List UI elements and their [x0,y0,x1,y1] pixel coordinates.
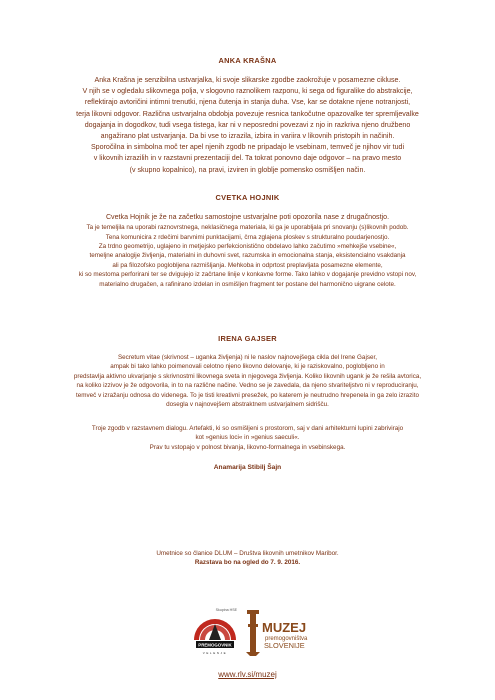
info-line-members: Umetnice so članice DLUM – Društva likovnih umetnikov Maribor. [156,550,339,557]
text-line: (v skupno kopalnico), na pravi, izviren in globlje pomensko osmišljen način. [129,165,366,174]
info-line-dates: Razstava bo na ogled do 7. 9. 2016. [194,559,301,567]
premogovnik-city: VELENJE [202,651,228,655]
text-line: ali pa filozofsko poglobljena razmišljanja. Mehkoba in odprtost preplavljata posamezne elemente, [112,261,383,269]
text-line: reflektirajo avtoričini intimni trenutki, njena čutenja in stanja duha. Vse, kar se dotakne njene notranjosti, [84,98,411,107]
section-heading-anka: ANKA KRAŠNA [218,56,277,65]
text-line: Prav tu vstopajo v polnost bivanja, likovno-formalnega in vsebinskega. [149,443,346,451]
text-line: temveč v izražanju odnosa do videnega. To je tisti kreativni presežek, po katerem je neutrudno hrepenela in ga zelo izrazito [76,391,419,399]
text-line: V njih se v ogledalu slikovnega polja, v slogovno raznolikem razponu, ki sega od figuralike do abstrakcije, [82,87,413,96]
section-anka [44,56,451,176]
section-heading-irena: IRENA GAJSER [218,334,277,343]
text-line: Anka Krašna je senzibilna ustvarjalka, ki svoje slikarske zgodbe zaokrožuje v posamezne cikluse. [94,76,401,84]
text-line: na koliko izzivov je že odgovorila, in to na različne načine. Vedno se je zavedala, da njeno stvariteljstvo ni v reproduciranju, [76,382,419,390]
text-line: kot »genius loci« in »genius saeculi«. [195,434,300,442]
paragraph-anka [44,75,451,176]
text-line: Sporočilna in simbolna moč ter apel njenih zgodb ne pripadajo le vsebinam, temveč je njihov vir tudi [90,143,405,152]
text-line: ki so mestoma perforirani ter se dvigujejo iz začrtane linije v konkavne forme. Tako lahko v dogajanje previdno vstopi nov, [78,271,417,279]
text-line: v likovnih izrazilih in v razstavni prezentaciji del. Ta tokrat ponovno daje odgovor – na pravo mesto [93,154,402,163]
lead-cvetka [44,212,451,223]
text-line: materialno drugačen, a rafinirano izdelan in osmišljen fragment ter postane del harmonično uigrane celote. [99,280,396,288]
text-line: dogajanja in dogodkov, tudi vsega tistega, kar ni v neposredni povezavi z njo in razkriva njeno družbeno [84,120,411,129]
muzej-title: MUZEJ [262,620,307,635]
section-closing [44,424,451,471]
museum-website-link[interactable]: www.rlv.si/muzej [218,670,277,679]
section-irena [44,334,451,409]
text-line: angažirano plat ustvarjanja. Da bi vse to izrazila, izbira in variira v likovnih pristopih in načinih. [100,132,395,141]
text-line: terja likovni odgovor. Različna ustvarjalna obdobja povezuje resnica tankočutne opazovalke ter spremljevalke [76,109,419,118]
text-line: Cvetka Hojnik je že na začetku samostojne ustvarjalne poti opozorila nase z drugačnostjo. [105,213,390,221]
text-line: predstavlja aktivno ukvarjanje s skrivnostmi likovnega sveta in njegovega življenja. Koliko likovnih ugank je že rešila avtorica, [73,372,422,380]
text-line: dosegla v najnovejšem abstraktnem ustvarjalnem sidrišču. [166,401,329,409]
text-line: Tena komunicira z rdečimi barvnimi punktacijami, črna zglajena ploskev s strukturalno poudarjenostjo. [105,233,390,241]
text-line: Ta je temeljila na uporabi raznovrstnega, neklasičnega materiala, ki ga je uporabljala pri snovanju (s)likovnih podob. [86,224,409,232]
section-info [44,549,451,568]
section-heading-cvetka: CVETKA HOJNIK [215,193,280,202]
section-cvetka [44,193,451,289]
paragraph-irena [44,353,451,409]
author-signature: Anamarija Stibilj Šajn [213,464,282,472]
muzej-subtitle-1: premogovništva [265,636,308,642]
premogovnik-name: PREMOGOVNIK [198,642,232,648]
paragraph-closing [44,424,451,452]
muzej-subtitle-2: SLOVENIJE [264,641,305,650]
text-line: ampak bi tako lahko poimenovali celotno njeno likovno delovanje, ki je raziskovalno, poglobljeno in [110,363,385,371]
text-line: Troje zgodb v razstavnem dialogu. Artefakti, ki so osmišljeni s prostorom, saj v dani arhitekturni lupini zabrivirajo [91,425,404,432]
premogovnik-logo [188,607,242,663]
text-line: temeljne analogije življenja, materialni in duhovni svet, razumska in emocionalna stanja, eksistencialno vsakdanja [89,252,406,260]
premogovnik-group-label: Skupina HSE [215,608,237,612]
headframe-icon [247,610,259,614]
muzej-logo [246,610,308,656]
sponsor-logos [0,602,495,672]
paragraph-cvetka [44,223,451,289]
text-line: Secretum vitae (skrivnost – uganka življenja) ni le naslov najnovejšega cikla del Irene Gajser, [117,354,377,361]
text-line: Za trdno geometrijo, uglajeno in metjejsko perfekcionistično obdelavo lahko začutimo »mehkejše vsebine«, [98,243,397,251]
